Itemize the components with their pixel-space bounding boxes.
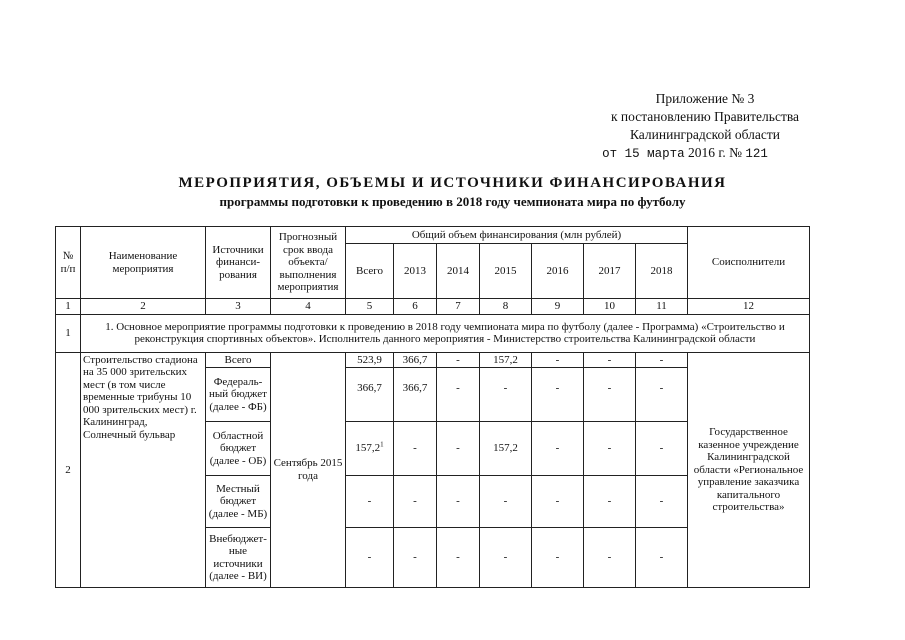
col-number: 12 bbox=[688, 299, 810, 315]
document-title: МЕРОПРИЯТИЯ, ОБЪЕМЫ И ИСТОЧНИКИ ФИНАНСИРОВАНИЯ bbox=[178, 175, 727, 191]
source-name: Всего bbox=[206, 352, 271, 368]
value-cell: 523,9 bbox=[346, 352, 394, 368]
row-2-name: Строительство стадиона на 35 000 зрительских мест (в том числе временные трибуны 10 000 зрительских мест) г. Калининград, Солнечный бульвар bbox=[81, 352, 206, 588]
date-prefix: от 15 марта bbox=[602, 147, 685, 161]
value-cell: - bbox=[584, 422, 636, 476]
header-deadline: Прогнозный срок ввода объекта/ выполнения мероприятия bbox=[271, 227, 346, 299]
value-cell: - bbox=[636, 528, 688, 588]
value-cell: - bbox=[532, 422, 584, 476]
appendix-line-1: Приложение № 3 bbox=[655, 91, 755, 106]
financing-table bbox=[55, 226, 810, 588]
source-name: Областной бюджет (далее - ОБ) bbox=[206, 422, 271, 476]
value-cell: - bbox=[584, 368, 636, 422]
col-number: 5 bbox=[346, 299, 394, 315]
col-number: 4 bbox=[271, 299, 346, 315]
value-cell: - bbox=[437, 352, 480, 368]
section-1-text: 1. Основное мероприятие программы подготовки к проведению в 2018 году чемпионата мира по футболу (далее - Программа) «Строительство и реконструкция спортивных объектов». Исполнитель данного мероприятия - Министерство строительства Калининградской области bbox=[81, 314, 810, 352]
value-cell: - bbox=[480, 528, 532, 588]
header-total-group: Общий объем финансирования (млн рублей) bbox=[346, 227, 688, 244]
value-cell: 157,2 bbox=[480, 352, 532, 368]
date-year: 2016 г. № bbox=[687, 145, 743, 160]
value-cell: 366,7 bbox=[394, 368, 437, 422]
value-cell: - bbox=[636, 368, 688, 422]
col-number: 8 bbox=[480, 299, 532, 315]
value-cell: - bbox=[394, 476, 437, 528]
value-cell: - bbox=[480, 476, 532, 528]
value-cell: - bbox=[636, 352, 688, 368]
value-cell: - bbox=[584, 352, 636, 368]
value-cell: - bbox=[636, 476, 688, 528]
value-cell: - bbox=[394, 528, 437, 588]
value-cell: - bbox=[584, 528, 636, 588]
source-name: Внебюджет-ные источники (далее - ВИ) bbox=[206, 528, 271, 588]
appendix-line-2: к постановлению Правительства bbox=[610, 109, 800, 124]
appendix-line-3: Калининградской области bbox=[629, 127, 781, 142]
value-cell: - bbox=[394, 422, 437, 476]
value-cell: - bbox=[437, 528, 480, 588]
row-2-num: 2 bbox=[56, 352, 81, 588]
value-text: 157,2 bbox=[355, 442, 381, 455]
header-2018: 2018 bbox=[636, 244, 688, 299]
header-2015: 2015 bbox=[480, 244, 532, 299]
header-num: № п/п bbox=[56, 227, 81, 299]
col-number: 9 bbox=[532, 299, 584, 315]
row-2-deadline: Сентябрь 2015 года bbox=[271, 352, 346, 588]
header-all: Всего bbox=[346, 244, 394, 299]
col-number: 6 bbox=[394, 299, 437, 315]
value-cell: - bbox=[437, 422, 480, 476]
section-1-row bbox=[56, 314, 810, 352]
header-row-1 bbox=[56, 227, 810, 244]
value-cell-with-footnote bbox=[346, 422, 394, 476]
source-name: Федераль-ный бюджет (далее - ФБ) bbox=[206, 368, 271, 422]
appendix-block bbox=[580, 90, 830, 163]
footnote-mark: 1 bbox=[380, 440, 384, 449]
header-2014: 2014 bbox=[437, 244, 480, 299]
appendix-date bbox=[540, 144, 830, 163]
header-coexecutors: Соисполнители bbox=[688, 227, 810, 299]
decree-number: 121 bbox=[745, 147, 768, 161]
value-cell: - bbox=[532, 368, 584, 422]
value-cell: - bbox=[480, 368, 532, 422]
value-cell: - bbox=[346, 476, 394, 528]
header-name: Наименование мероприятия bbox=[81, 227, 206, 299]
section-1-num: 1 bbox=[56, 314, 81, 352]
value-cell: 157,2 bbox=[480, 422, 532, 476]
header-2016: 2016 bbox=[532, 244, 584, 299]
row-2-coexecutor: Государственное казенное учреждение Калининградской области «Региональное управление заказчика капитального строительства» bbox=[688, 352, 810, 588]
header-sources: Источники финанси-рования bbox=[206, 227, 271, 299]
value-cell: - bbox=[532, 476, 584, 528]
col-number: 7 bbox=[437, 299, 480, 315]
value-cell: - bbox=[532, 528, 584, 588]
value-cell: - bbox=[437, 476, 480, 528]
value-cell: - bbox=[636, 422, 688, 476]
value-cell: 366,7 bbox=[394, 352, 437, 368]
value-cell: - bbox=[437, 368, 480, 422]
value-cell: - bbox=[532, 352, 584, 368]
column-number-row bbox=[56, 299, 810, 315]
value-cell: - bbox=[584, 476, 636, 528]
source-name: Местный бюджет (далее - МБ) bbox=[206, 476, 271, 528]
value-cell: 366,7 bbox=[346, 368, 394, 422]
header-2017: 2017 bbox=[584, 244, 636, 299]
col-number: 3 bbox=[206, 299, 271, 315]
col-number: 1 bbox=[56, 299, 81, 315]
row-2-source-all bbox=[56, 352, 810, 368]
document-subtitle: программы подготовки к проведению в 2018 году чемпионата мира по футболу bbox=[219, 194, 686, 209]
header-2013: 2013 bbox=[394, 244, 437, 299]
col-number: 10 bbox=[584, 299, 636, 315]
col-number: 2 bbox=[81, 299, 206, 315]
value-cell: - bbox=[346, 528, 394, 588]
col-number: 11 bbox=[636, 299, 688, 315]
